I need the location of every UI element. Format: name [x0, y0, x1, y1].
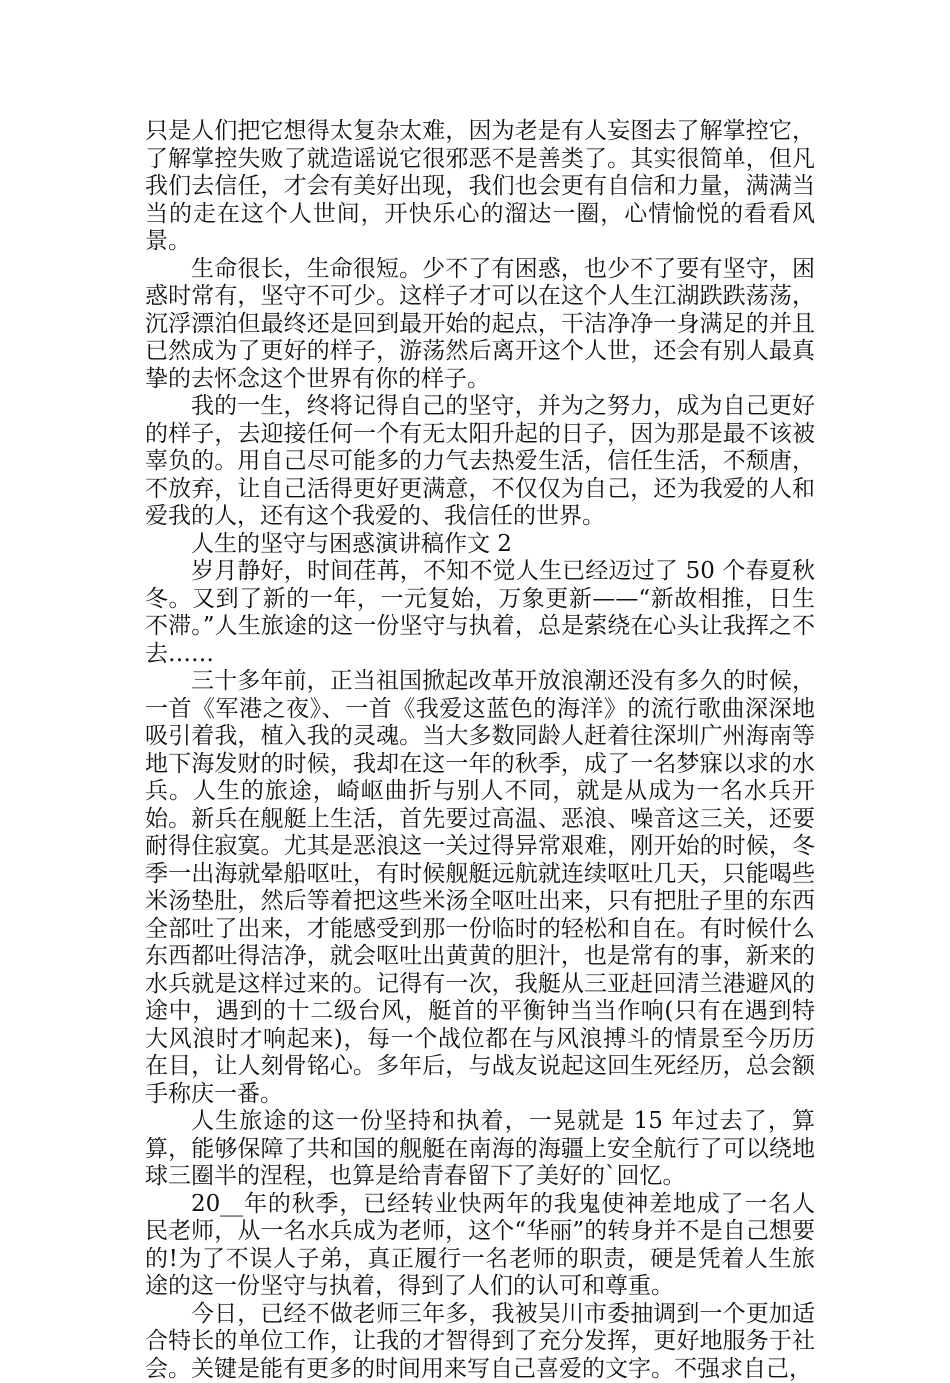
paragraph-2: 生命很长，生命很短。少不了有困惑，也少不了要有坚守，困惑时常有，坚守不可少。这样子才可以在这个人生江湖跌跌荡荡，沉浮漂泊但最终还是回到最开始的起点，干洁净净一身满足的并且已然成为了更好的样子，游荡然后离开这个人世，还会有别人最真挚的去怀念这个世界有你的样子。	[145, 256, 815, 394]
paragraph-6: 人生旅途的这一份坚持和执着，一晃就是 15 年过去了，算算，能够保障了共和国的舰艇在南海的海疆上安全航行了可以绕地球三圈半的涅程，也算是给青春留下了美好的`回忆。	[145, 1108, 815, 1191]
paragraph-1: 只是人们把它想得太复杂太难，因为老是有人妄图去了解掌控它，了解掌控失败了就造谣说它很邪恶不是善类了。其实很简单，但凡我们去信任，才会有美好出现，我们也会更有自信和力量，满满当当的走在这个人世间，开快乐心的溜达一圈，心情愉悦的看看风景。	[145, 118, 815, 256]
paragraph-4: 岁月静好，时间荏苒，不知不觉人生已经迈过了 50 个春夏秋冬。又到了新的一年，一元复始，万象更新——“新故相推，日生不滞。”人生旅途的这一份坚守与执着，总是萦绕在心头让我挥之不去……	[145, 558, 815, 668]
paragraph-8: 今日，已经不做老师三年多，我被吴川市委抽调到一个更加适合特长的单位工作，让我的才智得到了充分发挥，更好地服务于社会。关键是能有更多的时间用来写自己喜爱的文字。不强求自己，	[145, 1301, 815, 1383]
paragraph-7: 20__年的秋季，已经转业快两年的我鬼使神差地成了一名人民老师，从一名水兵成为老师，这个“华丽”的转身并不是自己想要的!为了不误人子弟，真正履行一名老师的职责，硬是凭着人生旅途的这一份坚守与执着，得到了人们的认可和尊重。	[145, 1191, 815, 1301]
paragraph-3: 我的一生，终将记得自己的坚守，并为之努力，成为自己更好的样子，去迎接任何一个有无太阳升起的日子，因为那是最不该被辜负的。用自己尽可能多的力气去热爱生活，信任生活，不颓唐，不放弃，让自己活得更好更满意，不仅仅为自己，还为我爱的人和爱我的人，还有这个我爱的、我信任的世界。	[145, 393, 815, 531]
document-page	[145, 118, 815, 1383]
section-heading: 人生的坚守与困惑演讲稿作文 2	[145, 531, 815, 559]
paragraph-5: 三十多年前，正当祖国掀起改革开放浪潮还没有多久的时候，一首《军港之夜》、一首《我爱这蓝色的海洋》的流行歌曲深深地吸引着我，植入我的灵魂。当大多数同龄人赶着往深圳广州海南等地下海发财的时候，我却在这一年的秋季，成了一名梦寐以求的水兵。人生的旅途，崎岖曲折与别人不同，就是从成为一名水兵开始。新兵在舰艇上生活，首先要过高温、恶浪、噪音这三关，还要耐得住寂寞。尤其是恶浪这一关过得异常艰难，刚开始的时候，冬季一出海就晕船呕吐，有时候舰艇远航就连续呕吐几天，只能喝些米汤垫肚，然后等着把这些米汤全呕吐出来，只有把肚子里的东西全部吐了出来，才能感受到那一份临时的轻松和自在。有时候什么东西都吐得洁净，就会呕吐出黄黄的胆汁，也是常有的事，新来的水兵就是这样过来的。记得有一次，我艇从三亚赶回清兰港避风的途中，遇到的十二级台风，艇首的平衡钟当当作响(只有在遇到特大风浪时才响起来)，每一个战位都在与风浪搏斗的情景至今历历在目，让人刻骨铭心。多年后，与战友说起这回生死经历，总会额手称庆一番。	[145, 668, 815, 1108]
